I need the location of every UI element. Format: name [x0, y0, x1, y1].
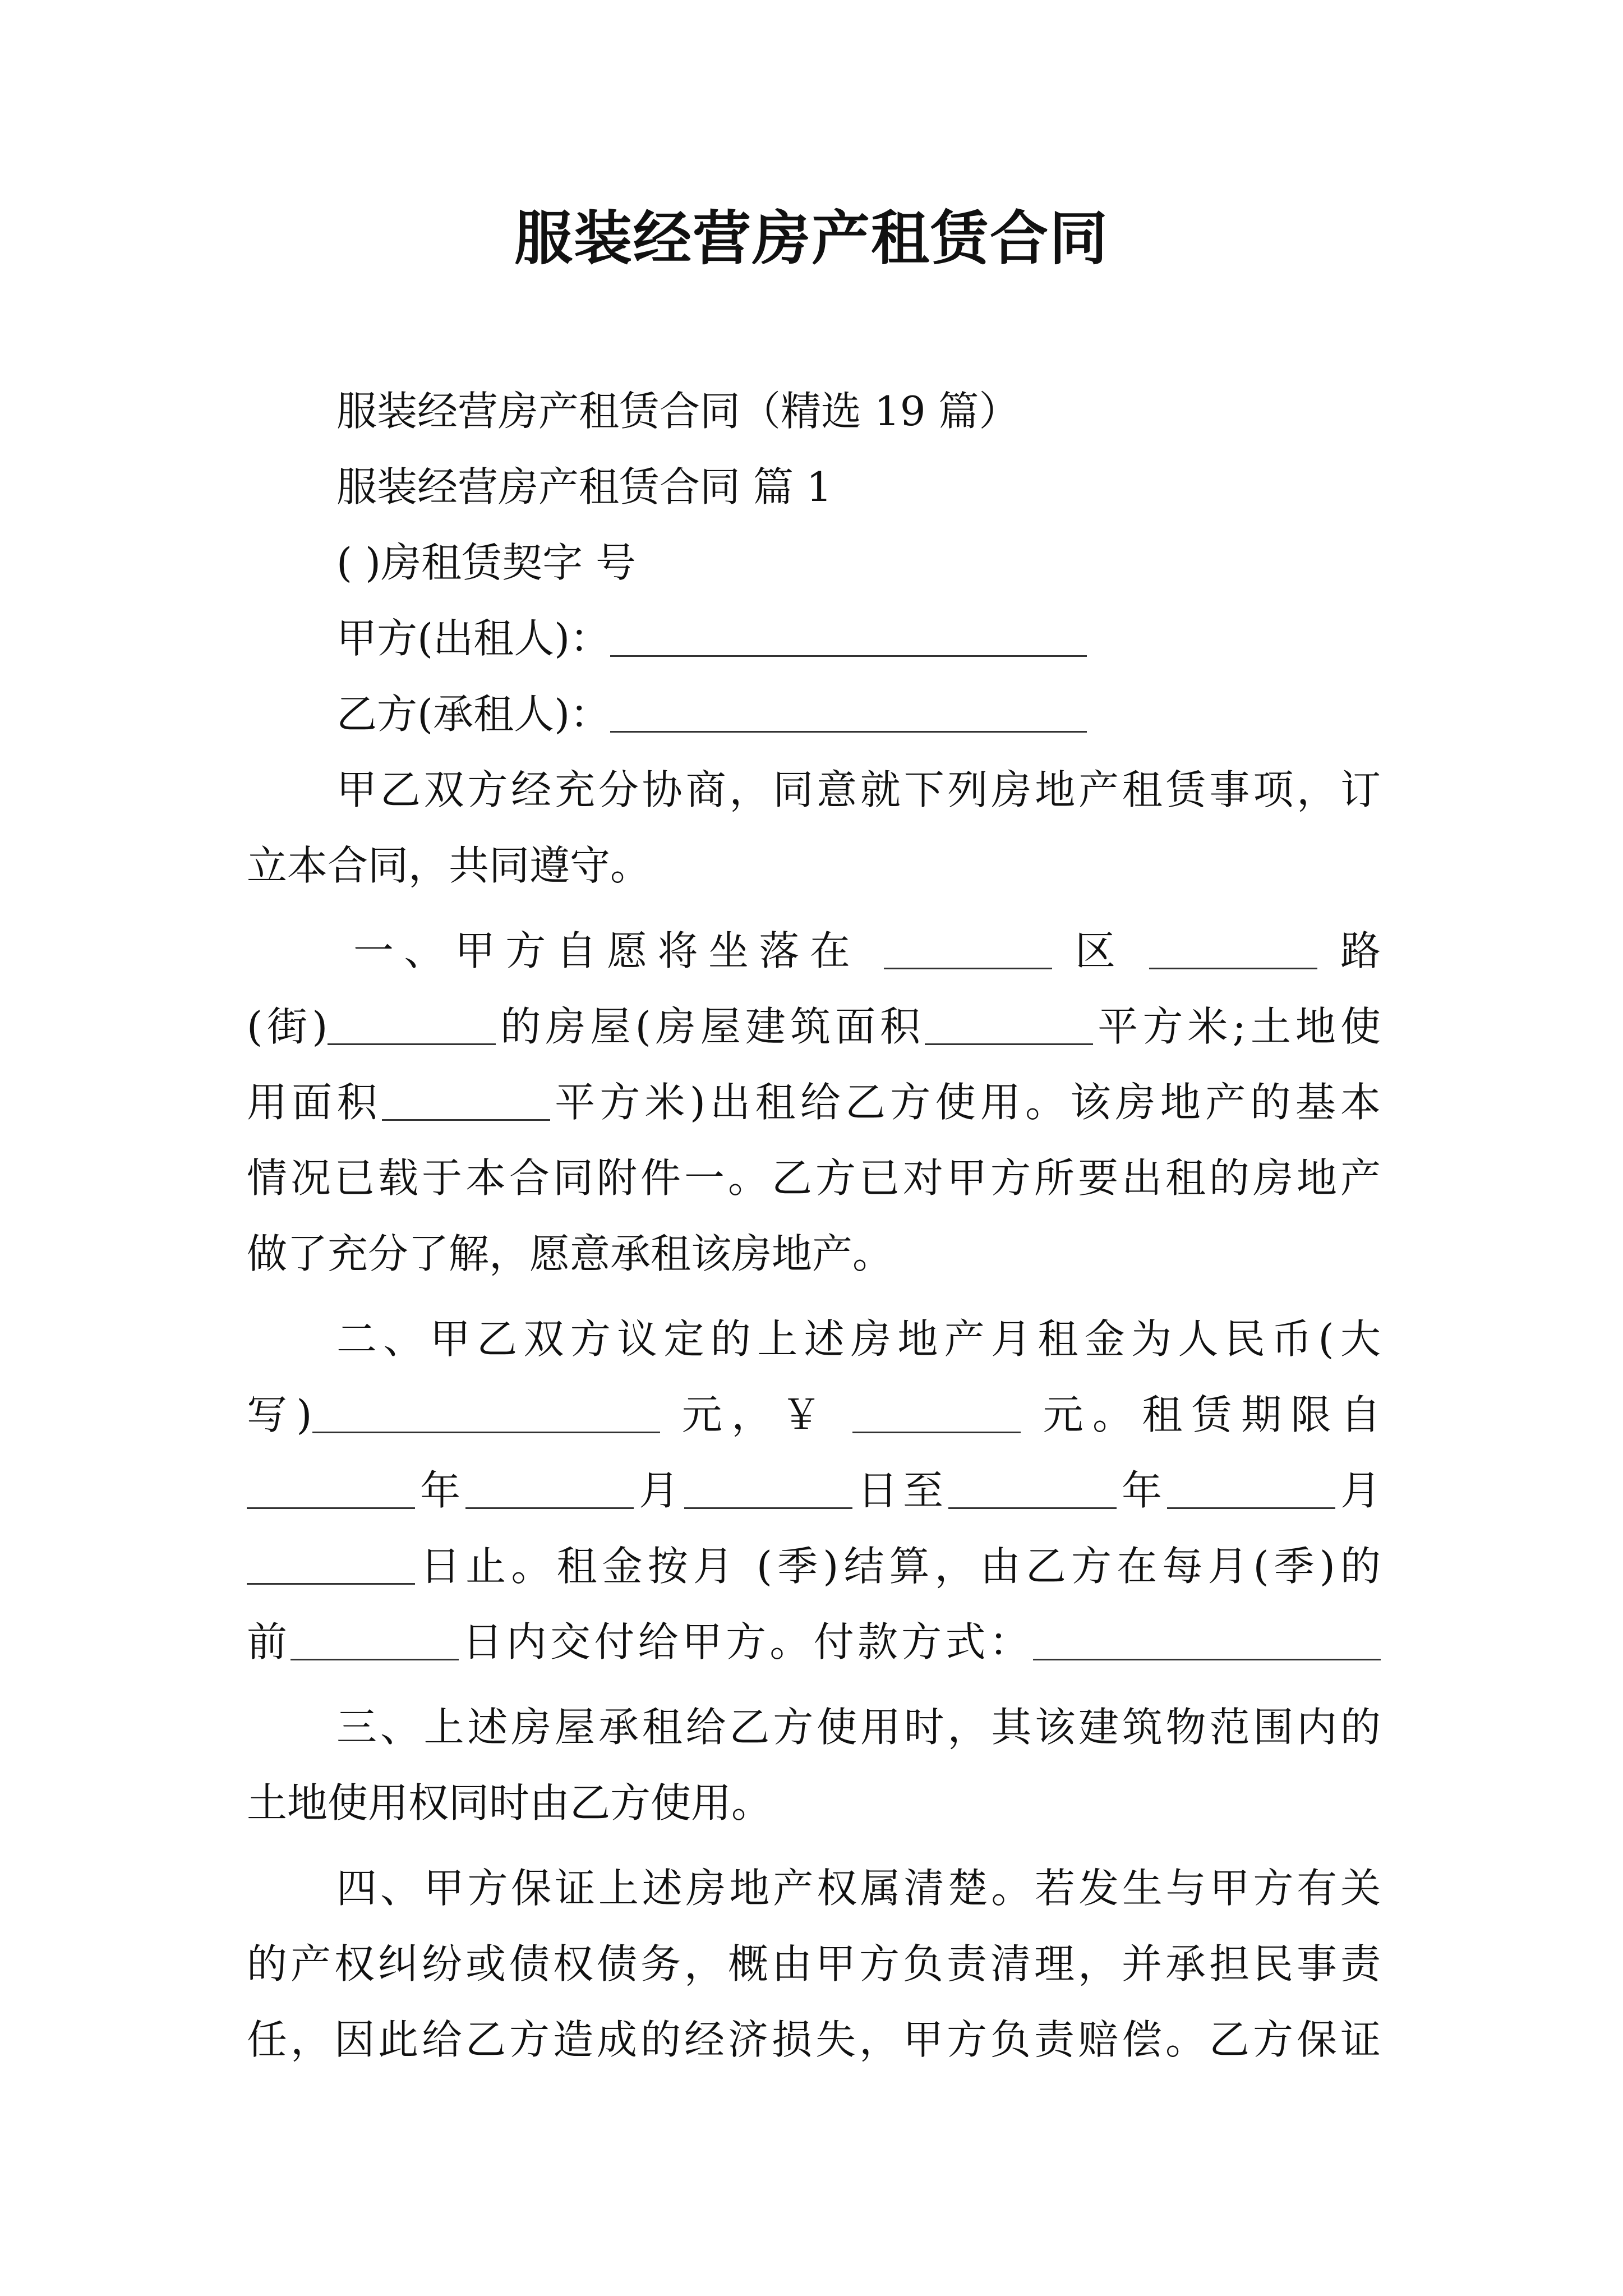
clause-1-line-5: 做了充分了解，愿意承租该房地产。: [247, 1230, 893, 1277]
document-title: 服装经营房产租赁合同: [514, 204, 1109, 273]
end-year-blank: [948, 1462, 1117, 1509]
clause-1-line-3: [247, 1065, 1381, 1140]
clause-3-line-1: 三、上述房屋承租给乙方使用时，其该建筑物范围内的: [336, 1704, 1381, 1751]
payment-method-blank: [1033, 1614, 1381, 1660]
chapter-heading: 服装经营房产租赁合同 篇 1: [336, 463, 832, 510]
start-year-blank: [247, 1462, 415, 1509]
clause-2-text-f: 日内交付给甲方。付款方式：: [459, 1618, 1033, 1665]
clause-1-text-g: 用面积: [247, 1079, 382, 1126]
start-day-blank: [684, 1462, 852, 1509]
district-blank: [884, 923, 1052, 969]
clause-2-text-d: 日止。租金按月 (季)结算，由乙方在每月(季)的: [415, 1543, 1381, 1590]
clause-2-month-1: 月: [634, 1467, 684, 1514]
clause-1-line-2: [247, 989, 1381, 1065]
start-month-blank: [465, 1462, 634, 1509]
street-blank: [328, 999, 496, 1045]
clause-1-line-4: 情况已载于本合同附件一。乙方已对甲方所要出租的房地产: [247, 1154, 1381, 1202]
clause-1-line-1: [353, 913, 1381, 989]
clause-1-text-h: 平方米)出租给乙方使用。该房地产的基本: [550, 1079, 1381, 1126]
document-subtitle: 服装经营房产租赁合同（精选 19 篇）: [336, 388, 1020, 435]
building-area-blank: [925, 999, 1093, 1045]
clause-2-text-c: 元。租赁期限自: [1043, 1391, 1381, 1438]
contract-number: ( )房租赁契字 号: [336, 539, 636, 586]
rent-words-blank: [312, 1387, 660, 1433]
clause-1-text-c: 路: [1340, 927, 1381, 974]
intro-line-2: 立本合同，共同遵守。: [247, 842, 651, 889]
party-a-blank: [610, 610, 1087, 657]
clause-2-line-2: [247, 1377, 1381, 1453]
party-a-line: [336, 601, 1381, 677]
party-a-label: 甲方(出租人)：: [336, 615, 611, 662]
party-b-line: [336, 677, 1381, 752]
payment-days-blank: [291, 1614, 459, 1660]
road-blank: [1149, 923, 1317, 969]
land-area-blank: [382, 1074, 550, 1121]
clause-1-text-b: 区: [1075, 927, 1126, 974]
clause-2-month-2: 月: [1335, 1467, 1381, 1514]
rent-amount-blank: [852, 1387, 1021, 1433]
clause-1-text-e: 的房屋(房屋建筑面积: [496, 1003, 925, 1050]
clause-4-line-2: 的产权纠纷或债权债务，概由甲方负责清理，并承担民事责: [247, 1940, 1381, 1987]
clause-2-text-e: 前: [247, 1618, 291, 1665]
clause-2-year-2: 年: [1116, 1467, 1167, 1514]
clause-2-text-b: 元，￥: [681, 1391, 831, 1438]
clause-2-line-5: [247, 1604, 1381, 1680]
clause-4-line-1: 四、甲方保证上述房地产权属清楚。若发生与甲方有关: [336, 1865, 1381, 1912]
clause-3-line-2: 土地使用权同时由乙方使用。: [247, 1779, 772, 1826]
end-day-blank: [247, 1538, 415, 1585]
clause-2-line-1: 二、甲乙双方议定的上述房地产月租金为人民币(大: [336, 1315, 1381, 1363]
intro-line-1: 甲乙双方经充分协商，同意就下列房地产租赁事项，订: [336, 766, 1381, 813]
clause-2-to: 日至: [852, 1467, 948, 1514]
party-b-label: 乙方(承租人)：: [336, 691, 611, 738]
clause-2-line-3: [247, 1453, 1381, 1529]
clause-2-text-a: 写): [247, 1391, 312, 1438]
clause-4-line-3: 任，因此给乙方造成的经济损失，甲方负责赔偿。乙方保证: [247, 2016, 1381, 2063]
end-month-blank: [1167, 1462, 1335, 1509]
clause-1-text-d: (街): [247, 1003, 328, 1050]
clause-2-year-1: 年: [415, 1467, 465, 1514]
clause-1-text-f: 平方米;土地使: [1093, 1003, 1381, 1050]
party-b-blank: [610, 686, 1087, 733]
clause-1-text-a: 一、甲方自愿将坐落在: [353, 927, 861, 974]
clause-2-line-4: [247, 1529, 1381, 1604]
